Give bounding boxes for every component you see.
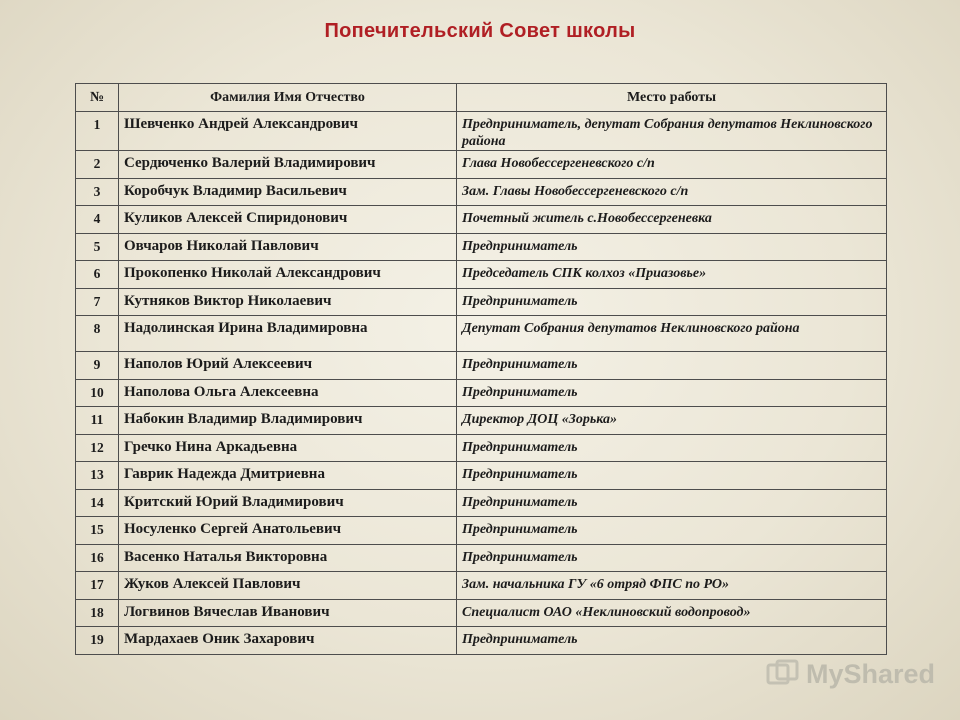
row-workplace: Почетный житель с.Новобессергеневка xyxy=(457,206,887,234)
row-number: 16 xyxy=(76,544,119,572)
row-workplace: Предприниматель xyxy=(457,517,887,545)
table-row xyxy=(76,151,887,179)
row-number: 18 xyxy=(76,599,119,627)
row-workplace: Специалист ОАО «Неклиновский водопровод» xyxy=(457,599,887,627)
row-full-name: Овчаров Николай Павлович xyxy=(119,233,457,261)
row-full-name: Наполова Ольга Алексеевна xyxy=(119,379,457,407)
row-workplace: Зам. начальника ГУ «6 отряд ФПС по РО» xyxy=(457,572,887,600)
row-number: 11 xyxy=(76,407,119,435)
row-number: 17 xyxy=(76,572,119,600)
table-row xyxy=(76,572,887,600)
myshared-watermark xyxy=(766,657,935,691)
row-number: 3 xyxy=(76,178,119,206)
header-full-name: Фамилия Имя Отчество xyxy=(119,84,457,112)
table-row xyxy=(76,206,887,234)
row-workplace: Глава Новобессергеневского с/п xyxy=(457,151,887,179)
row-number: 8 xyxy=(76,316,119,352)
row-number: 2 xyxy=(76,151,119,179)
row-number: 6 xyxy=(76,261,119,289)
row-workplace: Предприниматель xyxy=(457,627,887,655)
table-row xyxy=(76,178,887,206)
row-full-name: Куликов Алексей Спиридонович xyxy=(119,206,457,234)
row-number: 14 xyxy=(76,489,119,517)
row-number: 9 xyxy=(76,352,119,380)
row-workplace: Предприниматель xyxy=(457,462,887,490)
row-workplace: Предприниматель xyxy=(457,233,887,261)
row-full-name: Прокопенко Николай Александрович xyxy=(119,261,457,289)
row-full-name: Мардахаев Оник Захарович xyxy=(119,627,457,655)
page-title: Попечительский Совет школы xyxy=(324,20,636,42)
table-row xyxy=(76,462,887,490)
row-workplace: Директор ДОЦ «Зорька» xyxy=(457,407,887,435)
table-header-row xyxy=(76,84,887,112)
row-workplace: Предприниматель xyxy=(457,379,887,407)
myshared-logo-icon xyxy=(766,659,800,689)
table-row xyxy=(76,434,887,462)
table-row xyxy=(76,112,887,151)
row-full-name: Наполов Юрий Алексеевич xyxy=(119,352,457,380)
table-row xyxy=(76,316,887,352)
row-number: 1 xyxy=(76,112,119,151)
table-row xyxy=(76,379,887,407)
header-number: № xyxy=(76,84,119,112)
row-workplace: Зам. Главы Новобессергеневского с/п xyxy=(457,178,887,206)
table-row xyxy=(76,489,887,517)
table-row xyxy=(76,233,887,261)
watermark-text: MyShared xyxy=(806,658,936,689)
row-workplace: Предприниматель xyxy=(457,352,887,380)
table-row xyxy=(76,544,887,572)
row-workplace: Предприниматель, депутат Собрания депутатов Неклиновского района xyxy=(457,112,887,151)
row-workplace: Предприниматель xyxy=(457,434,887,462)
row-full-name: Гречко Нина Аркадьевна xyxy=(119,434,457,462)
row-number: 5 xyxy=(76,233,119,261)
row-workplace: Предприниматель xyxy=(457,489,887,517)
row-number: 19 xyxy=(76,627,119,655)
table-row xyxy=(76,517,887,545)
row-full-name: Критский Юрий Владимирович xyxy=(119,489,457,517)
table-row xyxy=(76,627,887,655)
row-number: 13 xyxy=(76,462,119,490)
row-number: 10 xyxy=(76,379,119,407)
row-full-name: Надолинская Ирина Владимировна xyxy=(119,316,457,352)
row-full-name: Гаврик Надежда Дмитриевна xyxy=(119,462,457,490)
table-row xyxy=(76,352,887,380)
header-workplace: Место работы xyxy=(457,84,887,112)
table-row xyxy=(76,288,887,316)
table-row xyxy=(76,407,887,435)
row-workplace: Председатель СПК колхоз «Приазовье» xyxy=(457,261,887,289)
row-workplace: Предприниматель xyxy=(457,544,887,572)
row-full-name: Кутняков Виктор Николаевич xyxy=(119,288,457,316)
trustees-table xyxy=(75,83,887,655)
row-full-name: Жуков Алексей Павлович xyxy=(119,572,457,600)
row-full-name: Носуленко Сергей Анатольевич xyxy=(119,517,457,545)
row-full-name: Логвинов Вячеслав Иванович xyxy=(119,599,457,627)
row-number: 4 xyxy=(76,206,119,234)
row-workplace: Депутат Собрания депутатов Неклиновского района xyxy=(457,316,887,352)
row-number: 7 xyxy=(76,288,119,316)
row-full-name: Набокин Владимир Владимирович xyxy=(119,407,457,435)
row-full-name: Коробчук Владимир Васильевич xyxy=(119,178,457,206)
row-full-name: Васенко Наталья Викторовна xyxy=(119,544,457,572)
row-full-name: Шевченко Андрей Александрович xyxy=(119,112,457,151)
table-row xyxy=(76,599,887,627)
row-workplace: Предприниматель xyxy=(457,288,887,316)
row-number: 12 xyxy=(76,434,119,462)
table-row xyxy=(76,261,887,289)
row-number: 15 xyxy=(76,517,119,545)
row-full-name: Сердюченко Валерий Владимирович xyxy=(119,151,457,179)
